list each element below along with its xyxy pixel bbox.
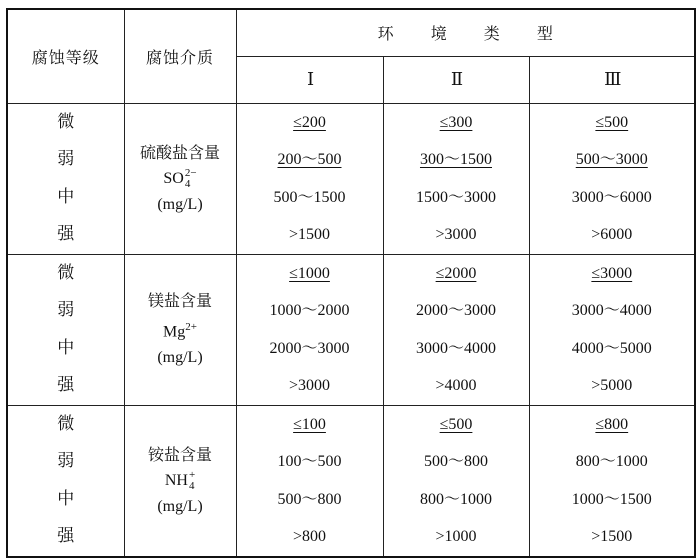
table-row [7,103,695,254]
level-label: 强 [57,375,75,395]
level-label: 强 [57,224,75,244]
value-text: 3000～6000 [571,188,652,206]
level-label: 强 [57,526,75,546]
value-text: >6000 [591,226,633,243]
value-text: >1500 [288,226,331,243]
medium-name: 镁盐含量 [147,290,212,310]
level-label: 中 [57,488,75,509]
table-row [7,405,695,557]
value-text: 800～1000 [575,453,648,470]
medium-unit: (mg/L) [157,349,203,367]
value-cell [383,405,529,557]
value-text: 500～800 [423,453,488,470]
value-text: 200～500 [277,151,342,168]
medium-cell [124,103,236,254]
value-text: ≤500 [595,113,629,131]
header-environment-type: 环 境 类 型 [236,9,695,56]
value-text: 4000～5000 [571,339,652,357]
level-label: 弱 [57,149,75,169]
value-text: 3000～4000 [415,339,496,357]
medium-unit: (mg/L) [157,497,203,515]
header-env-col-3: Ⅲ [529,56,695,103]
level-label: 弱 [57,451,75,471]
value-text: 800～1000 [419,490,492,508]
ion-formula: SO 2− 4 [163,166,197,190]
value-text: ≤300 [439,113,473,131]
value-text: >1000 [435,528,477,545]
level-label: 微 [57,262,75,283]
value-text: 1500～3000 [415,188,496,206]
value-text: ≤500 [439,415,473,433]
value-cell [383,103,529,254]
level-cell [7,405,124,557]
value-text: 1000～1500 [571,490,652,508]
medium-cell [124,254,236,405]
value-cell [529,254,695,405]
value-text: 500～800 [277,490,342,508]
value-cell [236,254,383,405]
value-text: >5000 [591,377,633,394]
header-grade: 腐蚀等级 [7,9,124,103]
value-cell [529,103,695,254]
value-cell [529,405,695,557]
value-text: 2000～3000 [269,339,350,357]
level-label: 微 [57,111,75,132]
value-text: >3000 [288,377,331,394]
value-text: >3000 [435,226,477,243]
medium-unit: (mg/L) [157,195,203,213]
ion-formula: $Mg^{2+}$ [163,320,197,341]
level-cell [7,254,124,405]
corrosion-table [6,8,696,558]
medium-name: 硫酸盐含量 [139,142,220,162]
value-cell [236,103,383,254]
medium-cell [124,405,236,557]
value-text: ≤100 [293,415,326,433]
value-text: 300～1500 [419,151,492,168]
value-text: 1000～2000 [269,302,350,319]
value-text: 3000～4000 [571,302,652,319]
value-text: ≤3000 [591,264,633,282]
level-label: 中 [57,186,75,207]
header-env-col-1: Ⅰ [236,56,383,103]
level-label: 中 [57,337,75,358]
table-row [7,254,695,405]
value-text: 100～500 [277,453,342,470]
value-text: ≤200 [293,113,326,131]
level-label: 微 [57,413,75,434]
value-text: ≤800 [595,415,629,433]
value-text: 500～3000 [575,151,648,168]
value-text: >800 [292,528,327,545]
value-text: ≤2000 [435,264,477,282]
header-env-col-2: Ⅱ [383,56,529,103]
header-medium: 腐蚀介质 [124,9,236,103]
value-text: >1500 [591,528,633,545]
value-cell [236,405,383,557]
value-text: >4000 [435,377,477,394]
level-cell [7,103,124,254]
medium-name: 铵盐含量 [147,444,212,464]
value-text: 500～1500 [273,188,346,206]
value-cell [383,254,529,405]
value-text: ≤1000 [289,264,330,282]
value-text: 2000～3000 [415,302,496,319]
ion-formula: NH + 4 [164,468,196,492]
level-label: 弱 [57,300,75,320]
